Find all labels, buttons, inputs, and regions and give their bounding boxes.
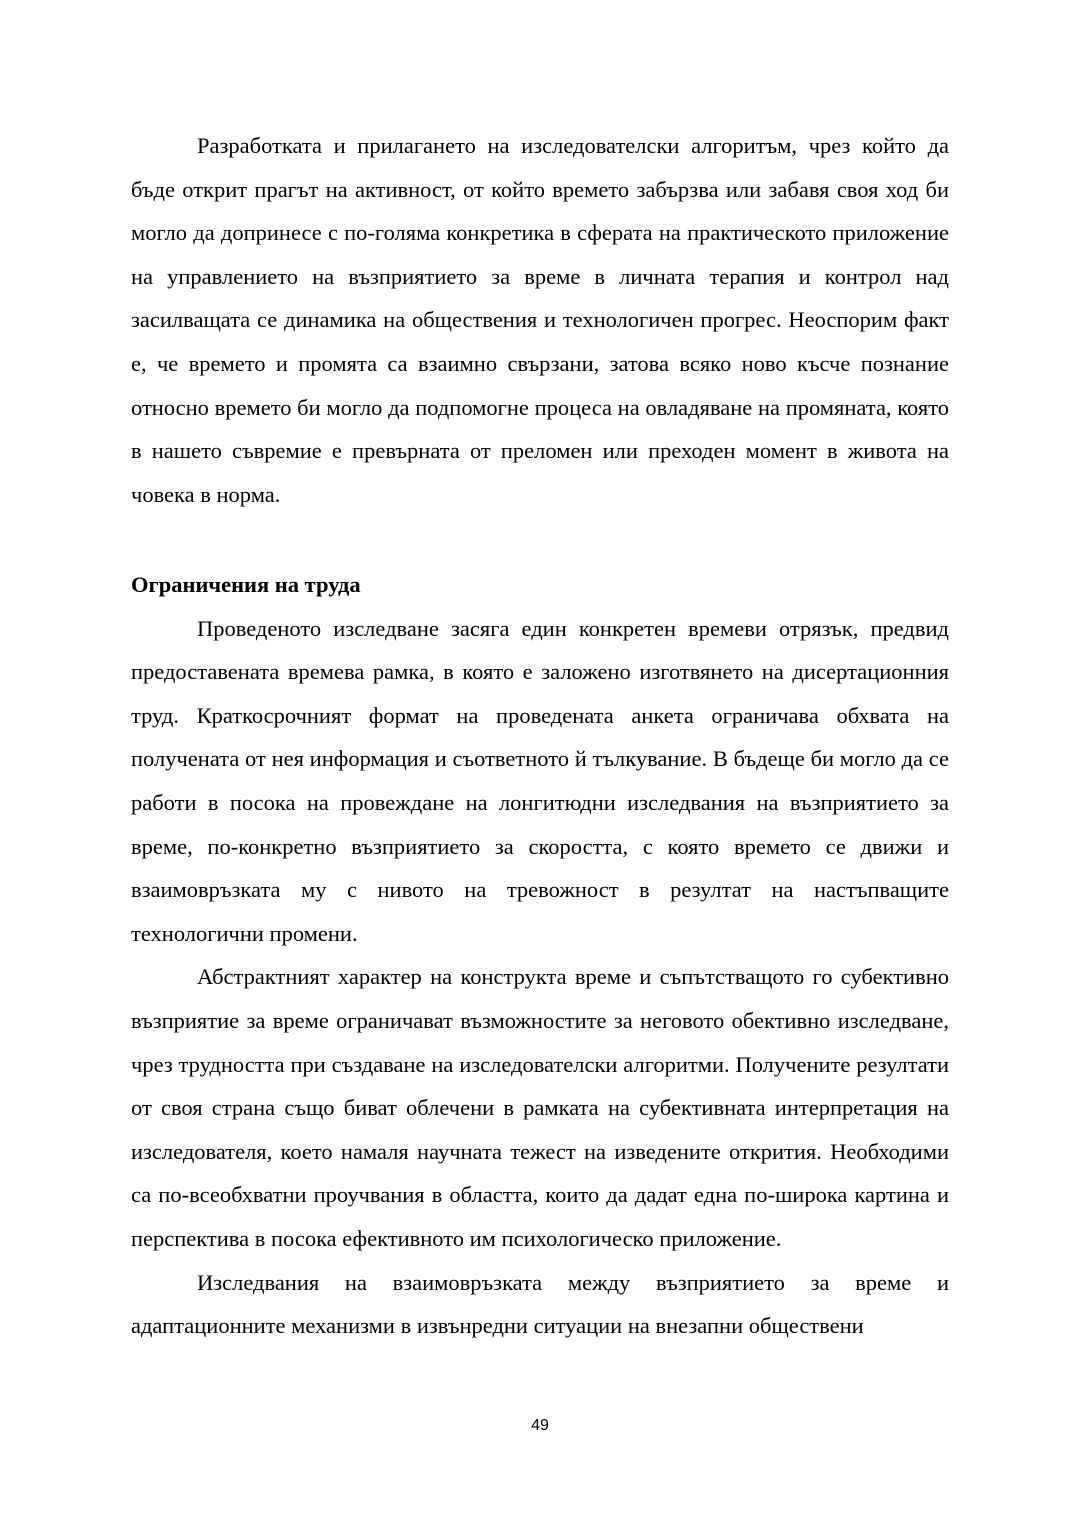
page-number: 49 <box>531 1417 549 1434</box>
body-paragraph: Разработката и прилагането на изследователски алгоритъм, чрез който да бъде открит прагът на активност, от който времето забързва или забавя своя ход би могло да допринесе с по-голяма конкретика в сферата на практическото приложение на управлението на възприятието за време в личната терапия и контрол над засилващата се динамика на обществения и технологичен прогрес. Неоспорим факт е, че времето и промята са взаимно свързани, затова всяко ново късче познание относно времето би могло да подпомогне процеса на овладяване на промяната, която в нашето съвремие е превърната от преломен или преходен момент в живота на човека в норма. <box>131 133 949 507</box>
body-paragraph: Изследвания на взаимовръзката между възприятието за време и адаптационните механизми в извънредни ситуации на внезапни обществени <box>131 1269 949 1339</box>
limitations-section <box>131 563 949 1348</box>
section-heading: Ограничения на труда <box>131 572 361 597</box>
intro-text-block <box>131 124 949 516</box>
body-paragraph: Проведеното изследване засяга един конкретен времеви отрязък, предвид предоставената времева рамка, в която е заложено изготвянето на дисертационния труд. Краткосрочният формат на проведената анкета ограничава обхвата на получената от нея информация и съответното й тълкувание. В бъдеще би могло да се работи в посока на провеждане на лонгитюдни изследвания на възприятието за време, по-конкретно възприятието за скоростта, с която времето се движи и взаимовръзката му с нивото на тревожност в резултат на настъпващите технологични промени. <box>131 615 949 946</box>
body-paragraph: Абстрактният характер на конструкта време и съпътстващото го субективно възприятие за време ограничават възможностите за неговото обективно изследване, чрез трудността при създаване на изследователски алгоритми. Получените резултати от своя страна също биват облечени в рамката на субективната интерпретация на изследователя, което намаля научната тежест на изведените открития. Необходими са по-всеобхватни проучвания в областта, които да дадат една по-широка картина и перспектива в посока ефективното им психологическо приложение. <box>131 964 949 1251</box>
